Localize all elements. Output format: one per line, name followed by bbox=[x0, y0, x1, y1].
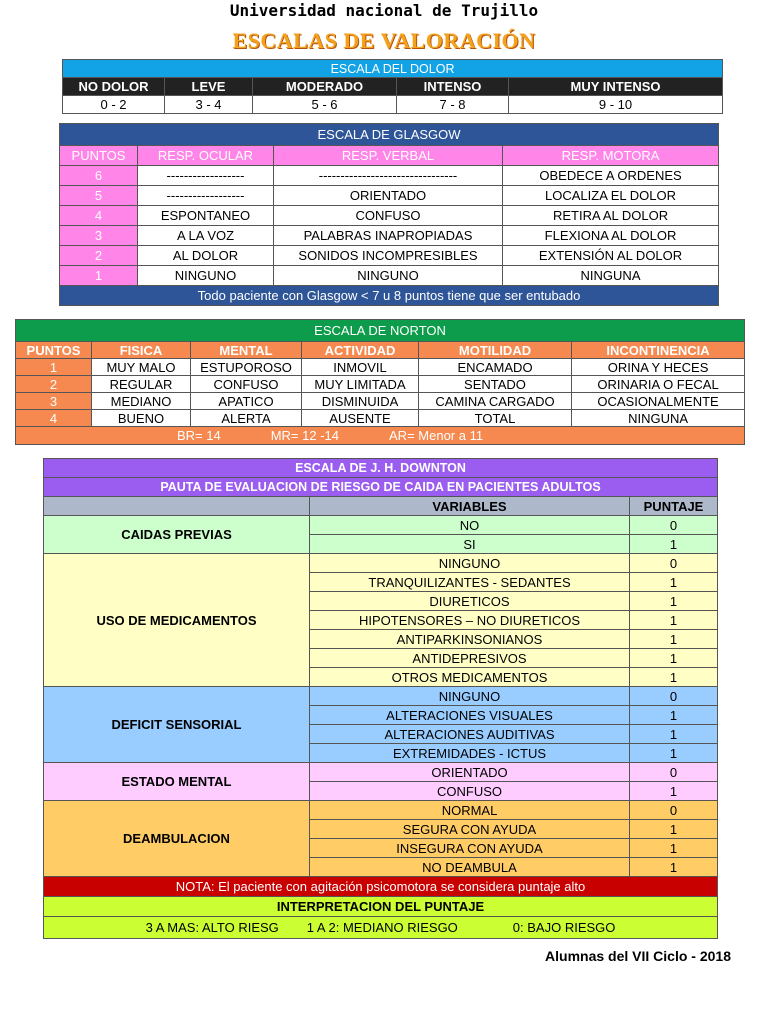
interp-medium-risk: 1 A 2: MEDIANO RIESGO bbox=[306, 920, 458, 935]
pain-scale-table bbox=[62, 59, 723, 114]
downton-variable: ALTERACIONES AUDITIVAS bbox=[310, 725, 630, 744]
downton-score: 0 bbox=[630, 763, 718, 782]
downton-score: 0 bbox=[630, 801, 718, 820]
pain-header: MODERADO bbox=[253, 78, 397, 96]
downton-score: 0 bbox=[630, 687, 718, 706]
downton-score: 1 bbox=[630, 630, 718, 649]
glasgow-header: RESP. MOTORA bbox=[503, 146, 719, 166]
glasgow-ocular: A LA VOZ bbox=[138, 226, 274, 246]
norton-actividad: MUY LIMITADA bbox=[302, 376, 419, 393]
glasgow-verbal: PALABRAS INAPROPIADAS bbox=[274, 226, 503, 246]
downton-title: ESCALA DE J. H. DOWNTON bbox=[44, 459, 718, 478]
norton-header: MOTILIDAD bbox=[419, 342, 572, 359]
downton-variable: INSEGURA CON AYUDA bbox=[310, 839, 630, 858]
norton-points: 3 bbox=[16, 393, 92, 410]
table-row bbox=[60, 246, 719, 266]
interp-high-risk: 3 A MAS: ALTO RIESG bbox=[145, 920, 279, 935]
glasgow-ocular: ESPONTANEO bbox=[138, 206, 274, 226]
downton-score: 0 bbox=[630, 554, 718, 573]
downton-variable: NINGUNO bbox=[310, 554, 630, 573]
norton-fisica: REGULAR bbox=[92, 376, 191, 393]
norton-fisica: MUY MALO bbox=[92, 359, 191, 376]
table-row bbox=[60, 206, 719, 226]
downton-score: 1 bbox=[630, 839, 718, 858]
downton-variable: SEGURA CON AYUDA bbox=[310, 820, 630, 839]
pain-value: 3 - 4 bbox=[165, 96, 253, 114]
table-row bbox=[44, 763, 718, 782]
norton-mental: ALERTA bbox=[191, 410, 302, 427]
downton-scale-table bbox=[43, 458, 718, 939]
norton-fisica: BUENO bbox=[92, 410, 191, 427]
glasgow-motora: EXTENSIÓN AL DOLOR bbox=[503, 246, 719, 266]
table-row bbox=[44, 687, 718, 706]
norton-scale-table bbox=[15, 319, 745, 445]
norton-risk-footer bbox=[16, 427, 745, 445]
norton-header: MENTAL bbox=[191, 342, 302, 359]
glasgow-verbal: ORIENTADO bbox=[274, 186, 503, 206]
table-row bbox=[44, 516, 718, 535]
downton-variable: OTROS MEDICAMENTOS bbox=[310, 668, 630, 687]
downton-score: 1 bbox=[630, 706, 718, 725]
norton-br: BR= 14 bbox=[176, 428, 221, 443]
norton-points: 1 bbox=[16, 359, 92, 376]
norton-actividad: AUSENTE bbox=[302, 410, 419, 427]
downton-variable: NO bbox=[310, 516, 630, 535]
table-row bbox=[44, 554, 718, 573]
norton-mental: CONFUSO bbox=[191, 376, 302, 393]
downton-category: DEAMBULACION bbox=[44, 801, 310, 877]
downton-category: USO DE MEDICAMENTOS bbox=[44, 554, 310, 687]
downton-header-variables: VARIABLES bbox=[310, 497, 630, 516]
downton-score: 0 bbox=[630, 516, 718, 535]
glasgow-points: 3 bbox=[60, 226, 138, 246]
downton-score: 1 bbox=[630, 668, 718, 687]
glasgow-header: PUNTOS bbox=[60, 146, 138, 166]
downton-variable: ALTERACIONES VISUALES bbox=[310, 706, 630, 725]
glasgow-scale-table bbox=[59, 123, 719, 306]
norton-incontinencia: OCASIONALMENTE bbox=[572, 393, 745, 410]
table-row bbox=[16, 359, 745, 376]
downton-variable: CONFUSO bbox=[310, 782, 630, 801]
glasgow-motora: NINGUNA bbox=[503, 266, 719, 286]
page-title: ESCALAS DE VALORACIÓN bbox=[232, 28, 536, 53]
norton-incontinencia: NINGUNA bbox=[572, 410, 745, 427]
table-row bbox=[60, 226, 719, 246]
glasgow-header: RESP. OCULAR bbox=[138, 146, 274, 166]
downton-category: DEFICIT SENSORIAL bbox=[44, 687, 310, 763]
downton-score: 1 bbox=[630, 725, 718, 744]
downton-score: 1 bbox=[630, 858, 718, 877]
downton-score: 1 bbox=[630, 820, 718, 839]
norton-ar: AR= Menor a 11 bbox=[389, 428, 484, 443]
norton-actividad: INMOVIL bbox=[302, 359, 419, 376]
glasgow-note: Todo paciente con Glasgow < 7 u 8 puntos tiene que ser entubado bbox=[60, 286, 719, 306]
downton-score: 1 bbox=[630, 611, 718, 630]
glasgow-motora: LOCALIZA EL DOLOR bbox=[503, 186, 719, 206]
table-row bbox=[16, 410, 745, 427]
downton-score: 1 bbox=[630, 535, 718, 554]
pain-value: 5 - 6 bbox=[253, 96, 397, 114]
norton-header: FISICA bbox=[92, 342, 191, 359]
glasgow-motora: RETIRA AL DOLOR bbox=[503, 206, 719, 226]
downton-variable: NINGUNO bbox=[310, 687, 630, 706]
downton-variable: SI bbox=[310, 535, 630, 554]
glasgow-verbal: CONFUSO bbox=[274, 206, 503, 226]
norton-header: ACTIVIDAD bbox=[302, 342, 419, 359]
university-title: Universidad nacional de Trujillo bbox=[229, 1, 539, 20]
table-row bbox=[60, 166, 719, 186]
table-row bbox=[60, 186, 719, 206]
glasgow-ocular: ------------------ bbox=[138, 166, 274, 186]
downton-subtitle: PAUTA DE EVALUACION DE RIESGO DE CAIDA EN PACIENTES ADULTOS bbox=[44, 478, 718, 497]
downton-variable: NO DEAMBULA bbox=[310, 858, 630, 877]
glasgow-verbal: -------------------------------- bbox=[274, 166, 503, 186]
pain-header: NO DOLOR bbox=[63, 78, 165, 96]
glasgow-verbal: SONIDOS INCOMPRESIBLES bbox=[274, 246, 503, 266]
table-row bbox=[16, 376, 745, 393]
norton-motilidad: TOTAL bbox=[419, 410, 572, 427]
norton-incontinencia: ORINA Y HECES bbox=[572, 359, 745, 376]
pain-header: INTENSO bbox=[397, 78, 509, 96]
interpretation-title: INTERPRETACION DEL PUNTAJE bbox=[44, 897, 718, 917]
norton-title: ESCALA DE NORTON bbox=[16, 320, 745, 342]
downton-variable: ANTIDEPRESIVOS bbox=[310, 649, 630, 668]
norton-points: 4 bbox=[16, 410, 92, 427]
norton-mental: ESTUPOROSO bbox=[191, 359, 302, 376]
pain-value: 7 - 8 bbox=[397, 96, 509, 114]
glasgow-motora: OBEDECE A ORDENES bbox=[503, 166, 719, 186]
norton-fisica: MEDIANO bbox=[92, 393, 191, 410]
footer-credit: Alumnas del VII Ciclo - 2018 bbox=[545, 948, 731, 964]
pain-scale-title: ESCALA DEL DOLOR bbox=[63, 60, 723, 78]
table-row bbox=[16, 393, 745, 410]
norton-mental: APATICO bbox=[191, 393, 302, 410]
norton-header: PUNTOS bbox=[16, 342, 92, 359]
norton-actividad: DISMINUIDA bbox=[302, 393, 419, 410]
pain-value: 0 - 2 bbox=[63, 96, 165, 114]
norton-motilidad: CAMINA CARGADO bbox=[419, 393, 572, 410]
pain-header: LEVE bbox=[165, 78, 253, 96]
norton-motilidad: ENCAMADO bbox=[419, 359, 572, 376]
downton-category: CAIDAS PREVIAS bbox=[44, 516, 310, 554]
downton-variable: ORIENTADO bbox=[310, 763, 630, 782]
pain-value: 9 - 10 bbox=[509, 96, 723, 114]
downton-score: 1 bbox=[630, 592, 718, 611]
downton-variable: ANTIPARKINSONIANOS bbox=[310, 630, 630, 649]
downton-header-puntaje: PUNTAJE bbox=[630, 497, 718, 516]
glasgow-verbal: NINGUNO bbox=[274, 266, 503, 286]
downton-header-blank bbox=[44, 497, 310, 516]
norton-points: 2 bbox=[16, 376, 92, 393]
glasgow-points: 5 bbox=[60, 186, 138, 206]
downton-note: NOTA: El paciente con agitación psicomotora se considera puntaje alto bbox=[44, 877, 718, 897]
norton-motilidad: SENTADO bbox=[419, 376, 572, 393]
downton-score: 1 bbox=[630, 649, 718, 668]
glasgow-points: 6 bbox=[60, 166, 138, 186]
pain-header: MUY INTENSO bbox=[509, 78, 723, 96]
glasgow-header: RESP. VERBAL bbox=[274, 146, 503, 166]
norton-mr: MR= 12 -14 bbox=[270, 428, 340, 443]
downton-variable: EXTREMIDADES - ICTUS bbox=[310, 744, 630, 763]
glasgow-points: 2 bbox=[60, 246, 138, 266]
glasgow-ocular: ------------------ bbox=[138, 186, 274, 206]
downton-variable: DIURETICOS bbox=[310, 592, 630, 611]
norton-incontinencia: ORINARIA O FECAL bbox=[572, 376, 745, 393]
downton-variable: TRANQUILIZANTES - SEDANTES bbox=[310, 573, 630, 592]
table-row bbox=[60, 266, 719, 286]
glasgow-motora: FLEXIONA AL DOLOR bbox=[503, 226, 719, 246]
table-row bbox=[44, 801, 718, 820]
downton-category: ESTADO MENTAL bbox=[44, 763, 310, 801]
norton-header: INCONTINENCIA bbox=[572, 342, 745, 359]
downton-score: 1 bbox=[630, 744, 718, 763]
interp-low-risk: 0: BAJO RIESGO bbox=[512, 920, 616, 935]
glasgow-ocular: AL DOLOR bbox=[138, 246, 274, 266]
glasgow-title: ESCALA DE GLASGOW bbox=[60, 124, 719, 146]
downton-score: 1 bbox=[630, 573, 718, 592]
downton-variable: NORMAL bbox=[310, 801, 630, 820]
downton-score: 1 bbox=[630, 782, 718, 801]
downton-variable: HIPOTENSORES – NO DIURETICOS bbox=[310, 611, 630, 630]
interpretation-values bbox=[44, 917, 718, 939]
glasgow-ocular: NINGUNO bbox=[138, 266, 274, 286]
glasgow-points: 4 bbox=[60, 206, 138, 226]
glasgow-points: 1 bbox=[60, 266, 138, 286]
